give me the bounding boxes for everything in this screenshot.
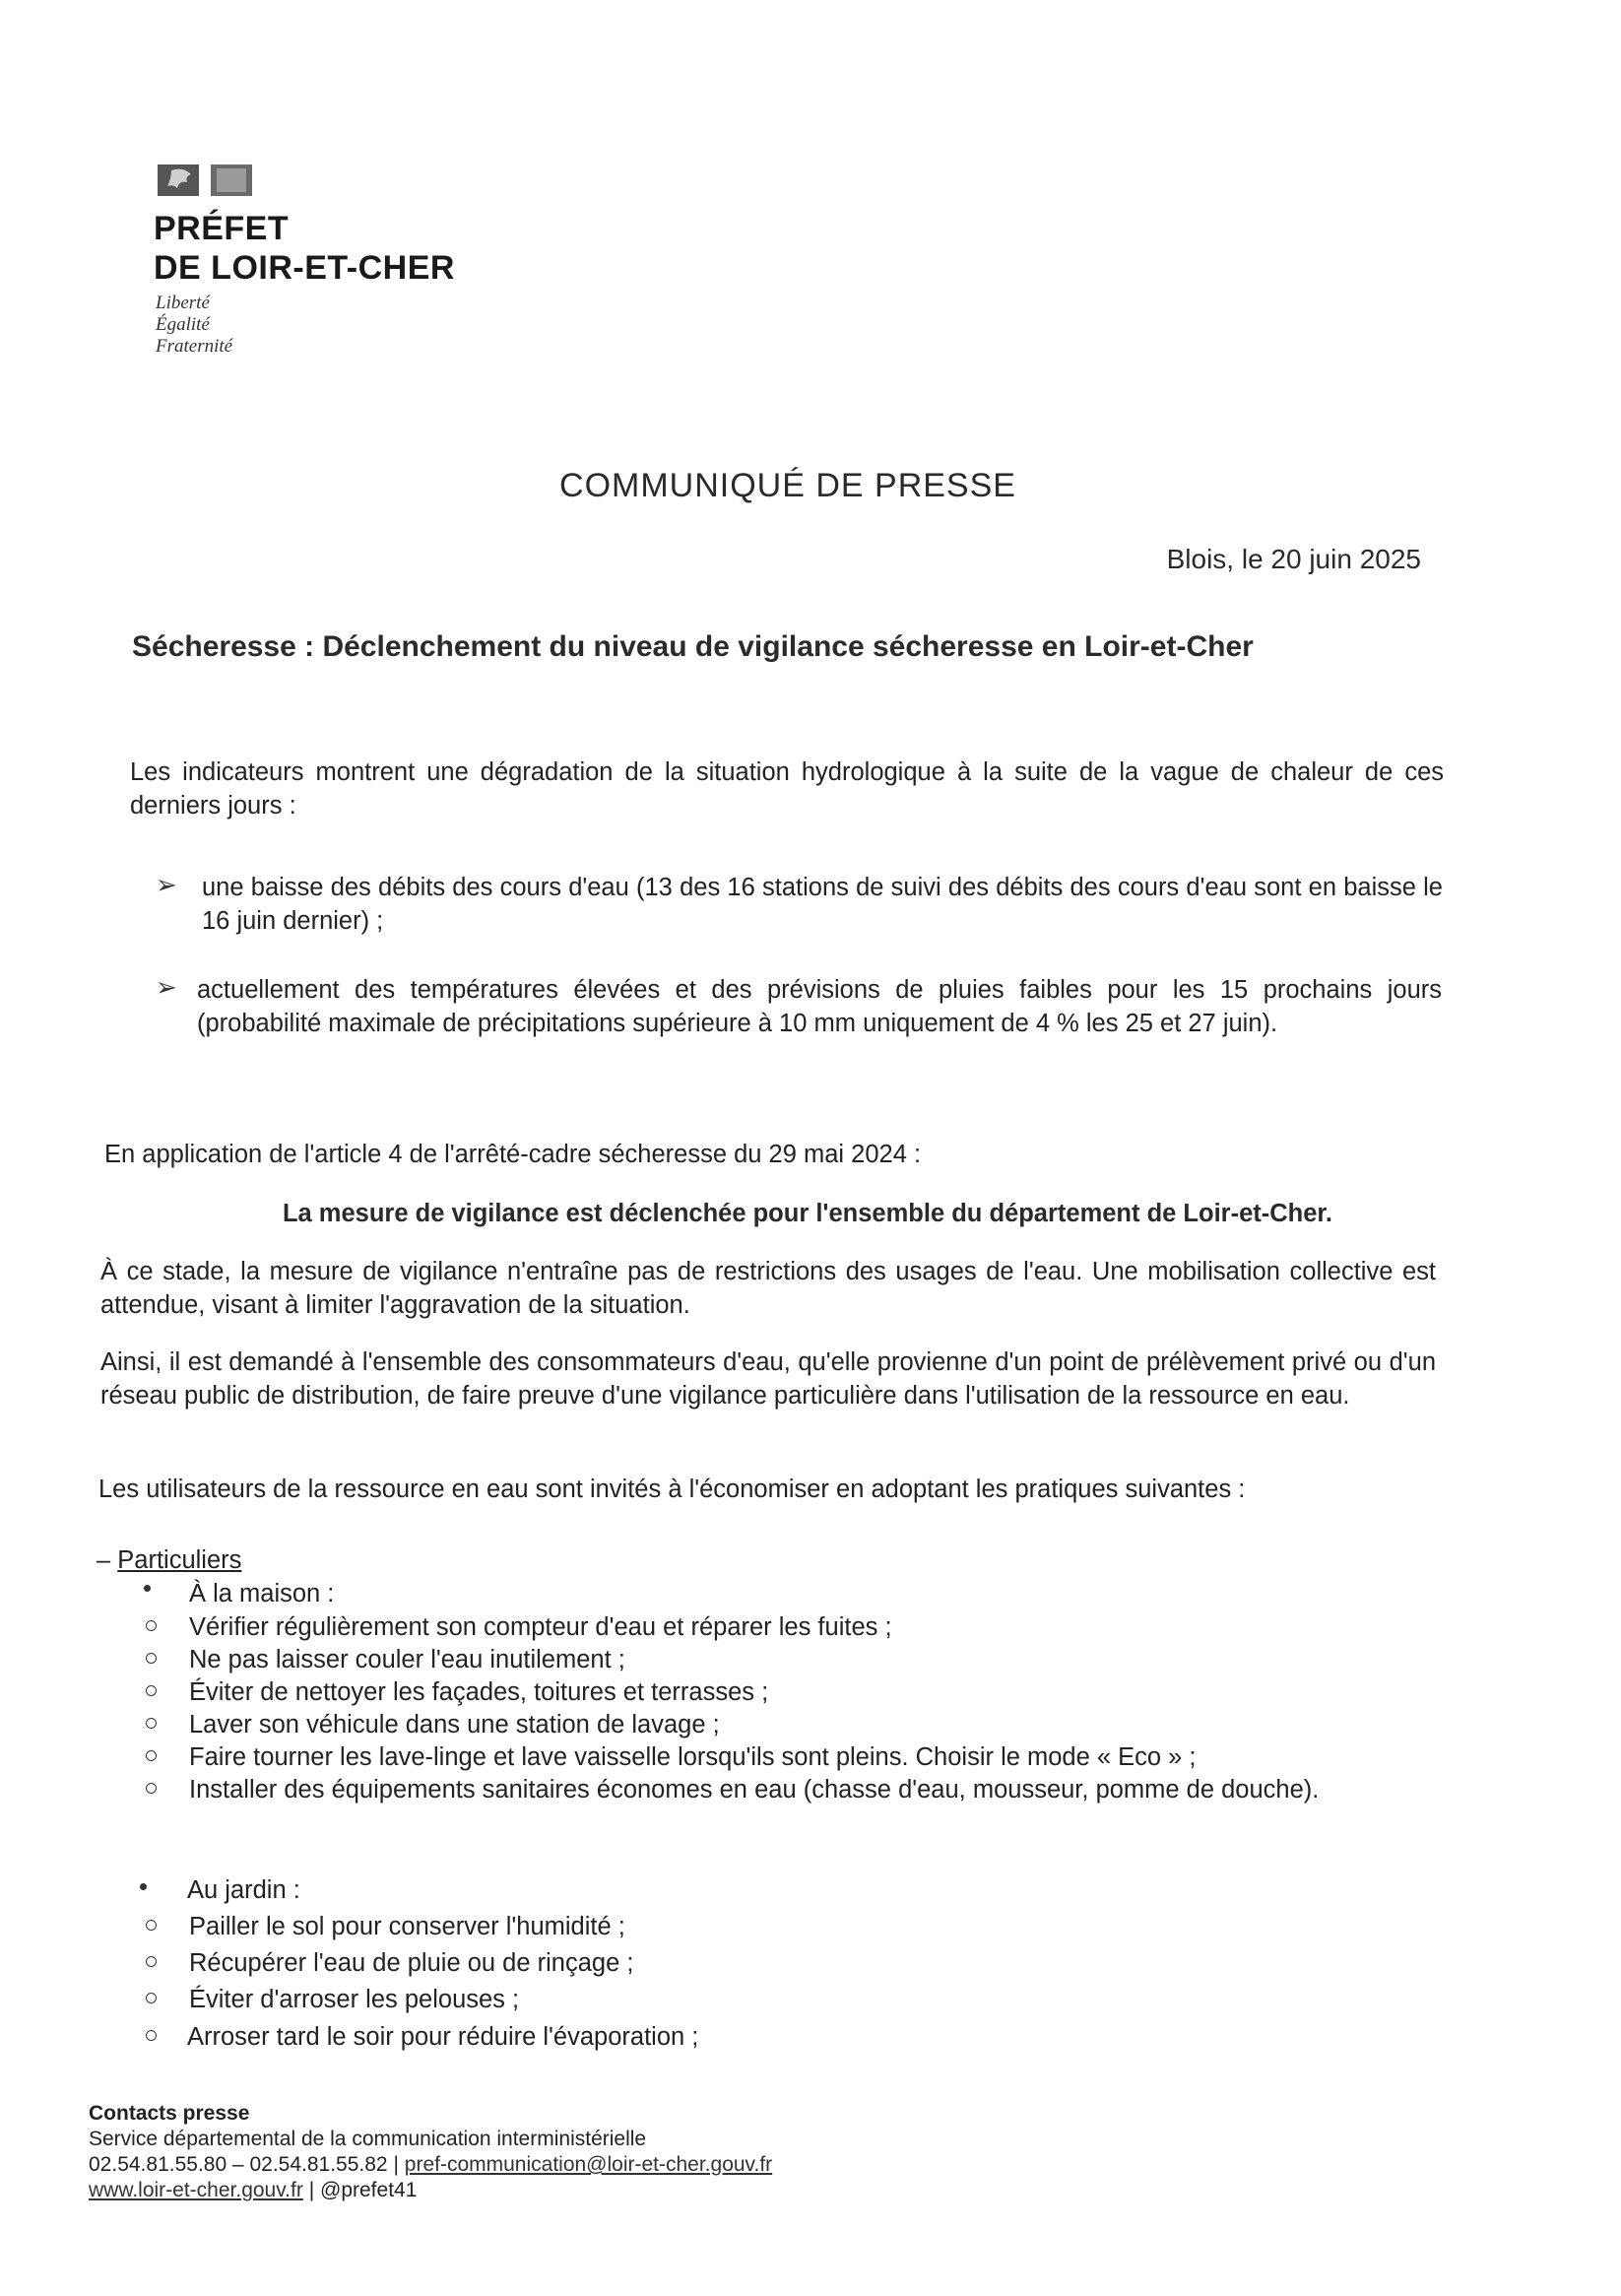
bullet-circle-icon xyxy=(146,1653,157,1664)
bullet-dot-icon xyxy=(140,1883,147,1890)
prefecture-name xyxy=(154,209,455,288)
motto-egalite: Égalité xyxy=(156,314,210,335)
email-link[interactable]: pref-communication@loir-et-cher.gouv.fr xyxy=(404,2153,773,2176)
contacts-line-phones xyxy=(89,2152,772,2178)
separator: | xyxy=(393,2153,399,2176)
bullet-dot-icon xyxy=(144,1585,151,1592)
arrow-bullet-icon: ➢ xyxy=(156,972,177,1002)
home-item: Vérifier régulièrement son compteur d'eau et réparer les fuites ; xyxy=(189,1613,892,1641)
contacts-phones: 02.54.81.55.80 – 02.54.81.55.82 xyxy=(89,2153,388,2176)
bullet-circle-icon xyxy=(146,1685,157,1696)
contacts-line-web xyxy=(89,2178,772,2203)
document-subject: Sécheresse : Déclenchement du niveau de vigilance sécheresse en Loir-et-Cher xyxy=(132,630,1254,663)
separator: | xyxy=(308,2179,315,2201)
motto-fraternite: Fraternité xyxy=(156,336,233,357)
motto-liberte: Liberté xyxy=(156,293,210,313)
home-item: Laver son véhicule dans une station de lavage ; xyxy=(189,1711,720,1738)
marianne-icon xyxy=(158,163,252,198)
intro-paragraph: Les indicateurs montrent une dégradation de la situation hydrologique à la suite de la vague de chaleur de ces derniers jours : xyxy=(130,758,1444,820)
bullet-circle-icon xyxy=(146,2030,157,2041)
request-paragraph: Ainsi, il est demandé à l'ensemble des consommateurs d'eau, qu'elle provienne d'un point de prélèvement privé ou d'un réseau public de distribution, de faire preuve d'une vigilance particulière dans l'utilisation de la ressource en eau. xyxy=(100,1348,1436,1410)
garden-item: Arroser tard le soir pour réduire l'évaporation ; xyxy=(187,2023,699,2051)
home-label: À la maison : xyxy=(189,1580,335,1607)
home-item: Faire tourner les lave-linge et lave vaisselle lorsqu'ils sont pleins. Choisir le mode « Eco » ; xyxy=(189,1743,1197,1771)
bullet-circle-icon xyxy=(146,1750,157,1761)
contacts-heading: Contacts presse xyxy=(89,2102,250,2125)
home-item: Éviter de nettoyer les façades, toitures et terrasses ; xyxy=(189,1678,769,1706)
stage-paragraph: À ce stade, la mesure de vigilance n'entraîne pas de restrictions des usages de l'eau. Une mobilisation collective est attendue, visant à limiter l'aggravation de la situation. xyxy=(100,1258,1436,1319)
social-handle: @prefet41 xyxy=(320,2179,418,2201)
indicator-item: actuellement des températures élevées et des prévisions de pluies faibles pour les 15 prochains jours (probabilité maximale de précipitations supérieure à 10 mm uniquement de 4 % les 25 et 27 juin). xyxy=(197,976,1442,1037)
bullet-circle-icon xyxy=(146,1783,157,1794)
contacts-service: Service départemental de la communication interministérielle xyxy=(89,2128,647,2150)
org-line-2: DE LOIR-ET-CHER xyxy=(154,249,455,287)
users-paragraph: Les utilisateurs de la ressource en eau sont invités à l'économiser en adoptant les pratiques suivantes : xyxy=(98,1476,1246,1503)
document-date: Blois, le 20 juin 2025 xyxy=(1166,544,1421,574)
application-paragraph: En application de l'article 4 de l'arrêté-cadre sécheresse du 29 mai 2024 : xyxy=(104,1141,922,1168)
indicator-item: une baisse des débits des cours d'eau (13 des 16 stations de suivi des débits des cours d'eau sont en baisse le 16 juin dernier) ; xyxy=(202,874,1443,935)
section-dash: – xyxy=(97,1546,111,1574)
garden-item: Éviter d'arroser les pelouses ; xyxy=(189,1986,520,2013)
bullet-circle-icon xyxy=(146,1993,157,2003)
section-particuliers xyxy=(97,1544,241,1577)
vigilance-measure: La mesure de vigilance est déclenchée pour l'ensemble du département de Loir-et-Cher. xyxy=(282,1200,1333,1227)
bullet-circle-icon xyxy=(146,1620,157,1631)
section-label: Particuliers xyxy=(117,1546,242,1574)
garden-item: Récupérer l'eau de pluie ou de rinçage ; xyxy=(189,1949,634,1977)
document-title: COMMUNIQUÉ DE PRESSE xyxy=(559,467,1016,504)
press-contacts xyxy=(89,2101,772,2203)
arrow-bullet-icon: ➢ xyxy=(156,870,177,899)
bullet-circle-icon xyxy=(146,1956,157,1967)
home-item: Ne pas laisser couler l'eau inutilement ; xyxy=(189,1646,625,1673)
bullet-circle-icon xyxy=(146,1718,157,1729)
bullet-circle-icon xyxy=(146,1920,157,1931)
republic-motto xyxy=(156,293,232,358)
website-link[interactable]: www.loir-et-cher.gouv.fr xyxy=(89,2179,303,2201)
org-line-1: PRÉFET xyxy=(154,210,290,247)
home-item: Installer des équipements sanitaires économes en eau (chasse d'eau, mousseur, pomme de douche). xyxy=(189,1776,1320,1804)
garden-label: Au jardin : xyxy=(187,1876,300,1904)
garden-item: Pailler le sol pour conserver l'humidité ; xyxy=(189,1913,625,1940)
